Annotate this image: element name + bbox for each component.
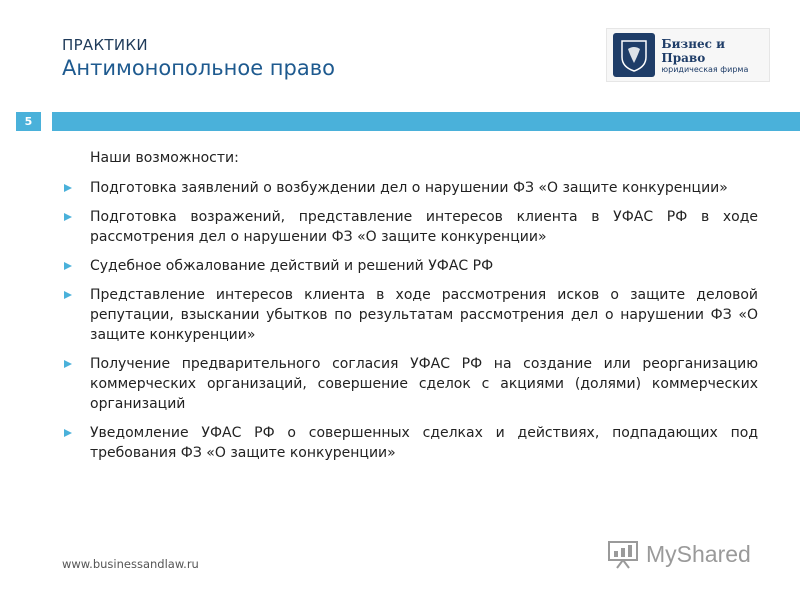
bullet-arrow-icon bbox=[64, 184, 72, 192]
bullet-arrow-icon bbox=[64, 213, 72, 221]
myshared-watermark bbox=[606, 538, 751, 570]
list-item: Подготовка заявлений о возбуждении дел о нарушении ФЗ «О защите конкуренции» bbox=[62, 178, 758, 198]
list-item: Представление интересов клиента в ходе рассмотрения исков о защите деловой репутации, взыскании убытков по результатам рассмотрения дел о нарушении ФЗ «О защите конкуренции» bbox=[62, 285, 758, 345]
bullet-arrow-icon bbox=[64, 360, 72, 368]
slide-body bbox=[62, 148, 758, 472]
bullet-arrow-icon bbox=[64, 262, 72, 270]
slide-header bbox=[62, 36, 335, 80]
presentation-board-icon bbox=[606, 539, 640, 569]
lion-emblem-icon bbox=[613, 33, 655, 77]
intro-text: Наши возможности: bbox=[90, 150, 239, 166]
list-item: Подготовка возражений, представление интересов клиента в УФАС РФ в ходе рассмотрения дел о нарушении ФЗ «О защите конкуренции» bbox=[62, 207, 758, 247]
company-logo bbox=[606, 28, 770, 82]
bullet-arrow-icon bbox=[64, 429, 72, 437]
capabilities-list bbox=[62, 178, 758, 463]
bullet-arrow-icon bbox=[64, 291, 72, 299]
list-item: Уведомление УФАС РФ о совершенных сделках и действиях, подпадающих под требования ФЗ «О защите конкуренции» bbox=[62, 423, 758, 463]
watermark-text: MyShared bbox=[646, 540, 751, 567]
logo-wordmark: Бизнес и Право bbox=[661, 36, 726, 65]
accent-bar bbox=[52, 112, 800, 131]
logo-subtitle: юридическая фирма bbox=[661, 64, 749, 74]
website-link[interactable]: www.businessandlaw.ru bbox=[62, 557, 199, 571]
page-number-badge: 5 bbox=[16, 112, 41, 131]
list-item: Судебное обжалование действий и решений УФАС РФ bbox=[62, 256, 758, 276]
section-kicker: ПРАКТИКИ bbox=[62, 36, 148, 54]
list-item: Получение предварительного согласия УФАС РФ на создание или реорганизацию коммерческих организаций, совершение сделок с акциями (долями) коммерческих организаций bbox=[62, 354, 758, 414]
slide-title: Антимонопольное право bbox=[62, 56, 335, 80]
